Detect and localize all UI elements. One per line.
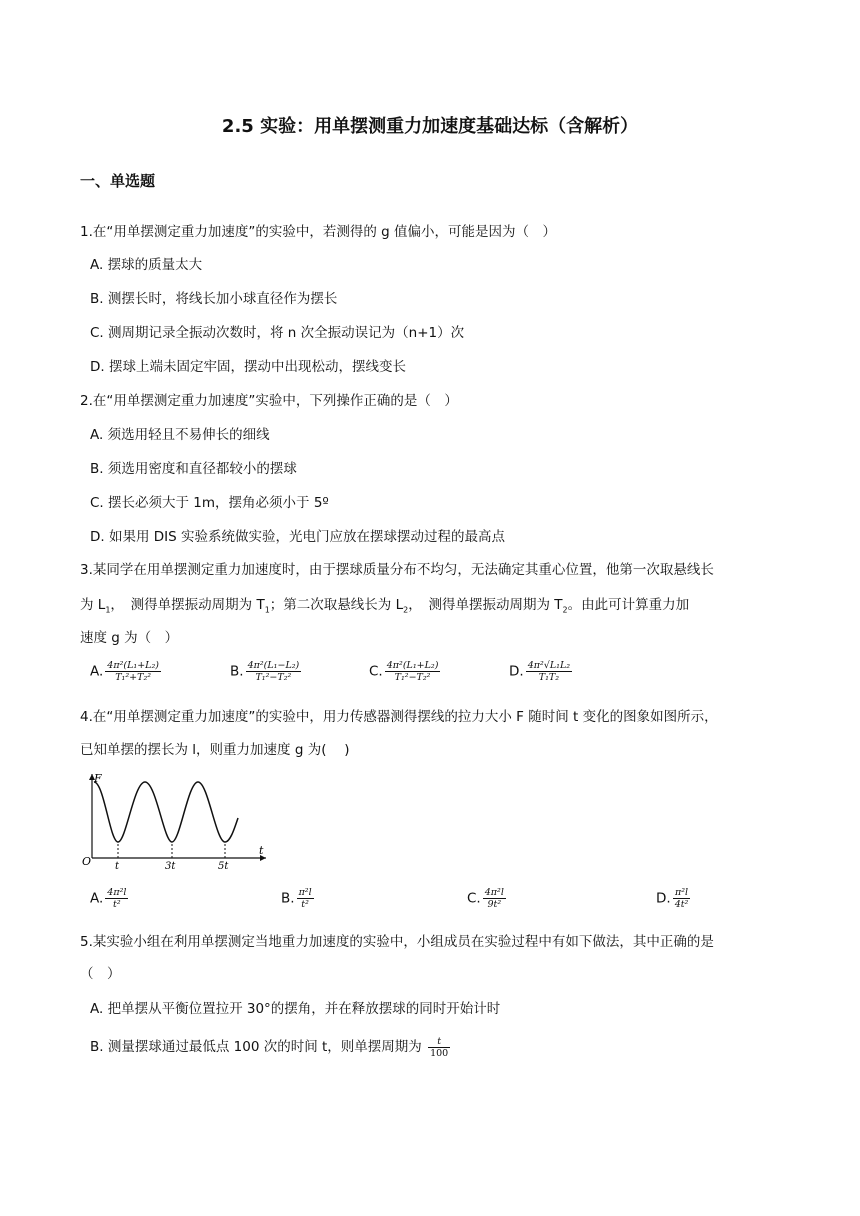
q3-text-e: 。由此可计算重力加 <box>567 597 690 613</box>
force-time-graph <box>80 770 270 870</box>
tick-label-3t: 3t <box>165 861 176 870</box>
q4-option-d-numerator: π²l <box>673 887 691 899</box>
tick-label-5t: 5t <box>218 861 229 870</box>
q3-text-a: 为 L <box>80 597 106 613</box>
q2-option-c: C. 摆长必须大于 1m，摆角必须小于 5º <box>90 495 329 511</box>
q2-option-b: B. 须选用密度和直径都较小的摆球 <box>90 461 297 477</box>
q3-option-b-fraction <box>246 660 302 683</box>
section-heading: 一、单选题 <box>80 172 156 190</box>
q4-option-c-label: C. <box>467 890 481 907</box>
q3-option-b <box>230 660 301 683</box>
q4-option-c-denominator: 9t² <box>487 899 502 910</box>
q3-option-d-denominator: T₁T₂ <box>538 672 560 683</box>
q4-option-c-numerator: 4π²l <box>484 887 504 898</box>
q3-sub-b: 1 <box>264 605 270 615</box>
q3-text-b: ， 测得单摆振动周期为 T <box>110 597 265 613</box>
q3-option-d-fraction <box>526 660 572 683</box>
q4-option-a <box>90 887 128 910</box>
q5-option-b-text: B. 测量摆球通过最低点 100 次的时间 t，则单摆周期为 <box>90 1039 422 1055</box>
q2-stem: 2.在“用单摆测定重力加速度”实验中，下列操作正确的是（ ） <box>80 393 458 409</box>
q3-option-d <box>509 660 572 683</box>
q1-option-a: A. 摆球的质量太大 <box>90 257 203 273</box>
q3-sub-c: 2 <box>403 605 409 615</box>
q4-option-a-denominator: t² <box>113 899 121 910</box>
force-curve <box>94 782 238 842</box>
q3-line-1: 3.某同学在用单摆测定重力加速度时，由于摆球质量分布不均匀，无法确定其重心位置，他第一次取悬线长 <box>80 562 714 578</box>
q4-option-a-label: A. <box>90 890 104 907</box>
q4-option-b-denominator: t² <box>301 899 309 910</box>
q2-option-d: D. 如果用 DIS 实验系统做实验，光电门应放在摆球摆动过程的最高点 <box>90 529 506 545</box>
q3-option-a <box>90 660 161 683</box>
q4-option-c <box>467 887 506 910</box>
q3-option-c-numerator: 4π²(L₁+L₂) <box>386 660 439 671</box>
q1-stem: 1.在“用单摆测定重力加速度”的实验中，若测得的 g 值偏小，可能是因为（ ） <box>80 224 557 240</box>
q4-option-a-numerator: 4π²l <box>107 887 127 898</box>
q4-line-2: 已知单摆的摆长为 l，则重力加速度 g 为( ) <box>80 742 350 758</box>
q4-option-d-fraction <box>673 887 691 910</box>
q4-line-1: 4.在“用单摆测定重力加速度”的实验中，用力传感器测得摆线的拉力大小 F 随时间 t 变化的图象如图所示， <box>80 709 718 725</box>
q3-line-2 <box>80 593 689 615</box>
q5-option-b-fraction <box>428 1036 450 1059</box>
q3-line-3: 速度 g 为（ ） <box>80 630 179 646</box>
q3-option-a-fraction <box>105 660 161 683</box>
q3-text-d: ， 测得单摆振动周期为 T <box>408 597 563 613</box>
q3-option-d-label: D. <box>509 663 524 680</box>
q3-sub-d: 2 <box>562 605 568 615</box>
q4-option-b-numerator: π²l <box>298 887 312 898</box>
q3-option-c-fraction <box>385 660 441 683</box>
q4-option-d-label: D. <box>656 890 671 907</box>
q4-option-d <box>656 887 690 910</box>
q3-text-c: ；第二次取悬线长为 L <box>269 597 404 613</box>
q4-option-d-denominator: 4t² <box>674 899 689 910</box>
q3-sub-a: 1 <box>105 605 111 615</box>
origin-label: O <box>82 855 92 868</box>
q3-option-b-label: B. <box>230 663 244 680</box>
q5-line-1: 5.某实验小组在利用单摆测定当地重力加速度的实验中，小组成员在实验过程中有如下做法，其中正确的是 <box>80 934 714 950</box>
q5-line-2: （ ） <box>80 966 121 982</box>
q4-option-b <box>281 887 314 910</box>
q3-option-a-numerator: 4π²(L₁+L₂) <box>107 660 159 671</box>
x-axis-label: t <box>259 844 264 857</box>
q2-option-a: A. 须选用轻且不易伸长的细线 <box>90 427 270 443</box>
document-title: 2.5 实验：用单摆测重力加速度基础达标（含解析） <box>221 116 639 137</box>
q5-option-b <box>90 1035 450 1059</box>
q3-option-b-denominator: T₁²−T₂² <box>255 672 292 683</box>
q1-option-b: B. 测摆长时，将线长加小球直径作为摆长 <box>90 291 338 307</box>
y-axis-label: F <box>94 772 102 785</box>
q4-option-a-fraction <box>105 887 128 910</box>
q4-option-b-fraction <box>297 887 314 910</box>
q5-option-a: A. 把单摆从平衡位置拉开 30°的摆角，并在释放摆球的同时开始计时 <box>90 1001 501 1017</box>
q3-option-c-denominator: T₁²−T₂² <box>394 672 431 683</box>
q4-option-b-label: B. <box>281 890 295 907</box>
q3-option-a-denominator: T₁²+T₂² <box>115 672 152 683</box>
q1-option-d: D. 摆球上端未固定牢固，摆动中出现松动，摆线变长 <box>90 359 406 375</box>
q5-option-b-numerator: t <box>428 1036 450 1048</box>
q3-option-d-numerator: 4π²√L₁L₂ <box>527 660 571 671</box>
q5-option-b-denominator: 100 <box>430 1047 449 1059</box>
q3-option-b-numerator: 4π²(L₁−L₂) <box>247 660 300 671</box>
q4-option-c-fraction <box>483 887 506 910</box>
q1-option-c: C. 测周期记录全振动次数时，将 n 次全振动误记为（n+1）次 <box>90 325 465 341</box>
q3-option-c-label: C. <box>369 663 383 680</box>
q3-option-c <box>369 660 440 683</box>
tick-label-t: t <box>115 861 120 870</box>
q3-option-a-label: A. <box>90 663 104 680</box>
